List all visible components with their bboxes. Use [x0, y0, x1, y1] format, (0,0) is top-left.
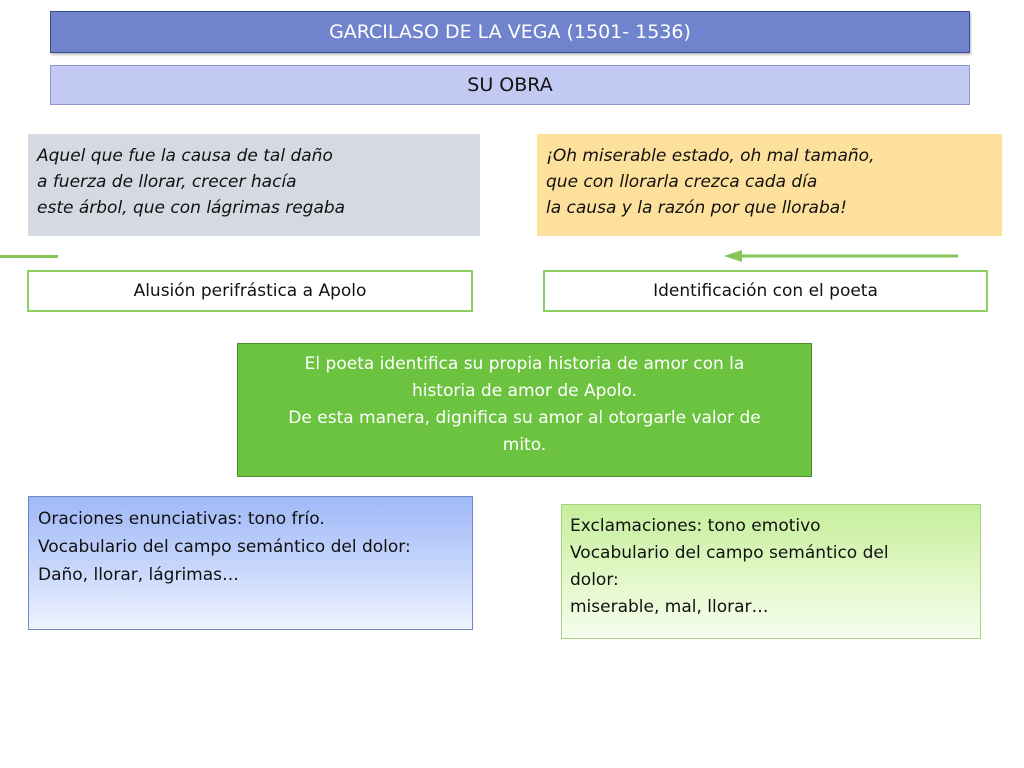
conclusion-line: historia de amor de Apolo.	[411, 381, 638, 401]
subtitle-bar	[50, 65, 970, 105]
conclusion-line: El poeta identifica su propia historia de amor con la	[304, 354, 745, 374]
analysis-line: miserable, mal, llorar…	[570, 597, 769, 617]
conclusion-line: De esta manera, dignifica su amor al otorgarle valor de	[288, 408, 761, 428]
verse-line: este árbol, que con lágrimas regaba	[37, 198, 346, 218]
label-box-left	[27, 270, 473, 312]
conclusion-box	[237, 343, 812, 477]
left-arrow-icon	[720, 248, 962, 268]
verse-box-right	[537, 134, 1002, 236]
label-text: Alusión perifrástica a Apolo	[133, 281, 367, 301]
analysis-line: Daño, llorar, lágrimas…	[38, 565, 240, 585]
analysis-line: Oraciones enunciativas: tono frío.	[38, 509, 325, 529]
verse-line: Aquel que fue la causa de tal daño	[37, 146, 333, 166]
analysis-line: Exclamaciones: tono emotivo	[570, 516, 821, 536]
verse-line: a fuerza de llorar, crecer hacía	[37, 172, 297, 192]
verse-line: que con llorarla crezca cada día	[546, 172, 818, 192]
analysis-box-right	[561, 504, 981, 639]
connector-line-left	[0, 255, 58, 258]
verse-line: la causa y la razón por que lloraba!	[546, 198, 847, 218]
analysis-line: Vocabulario del campo semántico del dolor:	[38, 537, 411, 557]
analysis-box-left	[28, 496, 473, 630]
verse-line: ¡Oh miserable estado, oh mal tamaño,	[546, 146, 875, 166]
conclusion-line: mito.	[502, 435, 547, 455]
analysis-line: Vocabulario del campo semántico del	[570, 543, 889, 563]
title-bar	[50, 11, 970, 53]
page-title: GARCILASO DE LA VEGA (1501- 1536)	[329, 21, 691, 43]
label-box-right	[543, 270, 988, 312]
verse-box-left	[28, 134, 480, 236]
analysis-line: dolor:	[570, 570, 619, 590]
page-subtitle: SU OBRA	[467, 74, 553, 96]
label-text: Identificación con el poeta	[653, 281, 878, 301]
